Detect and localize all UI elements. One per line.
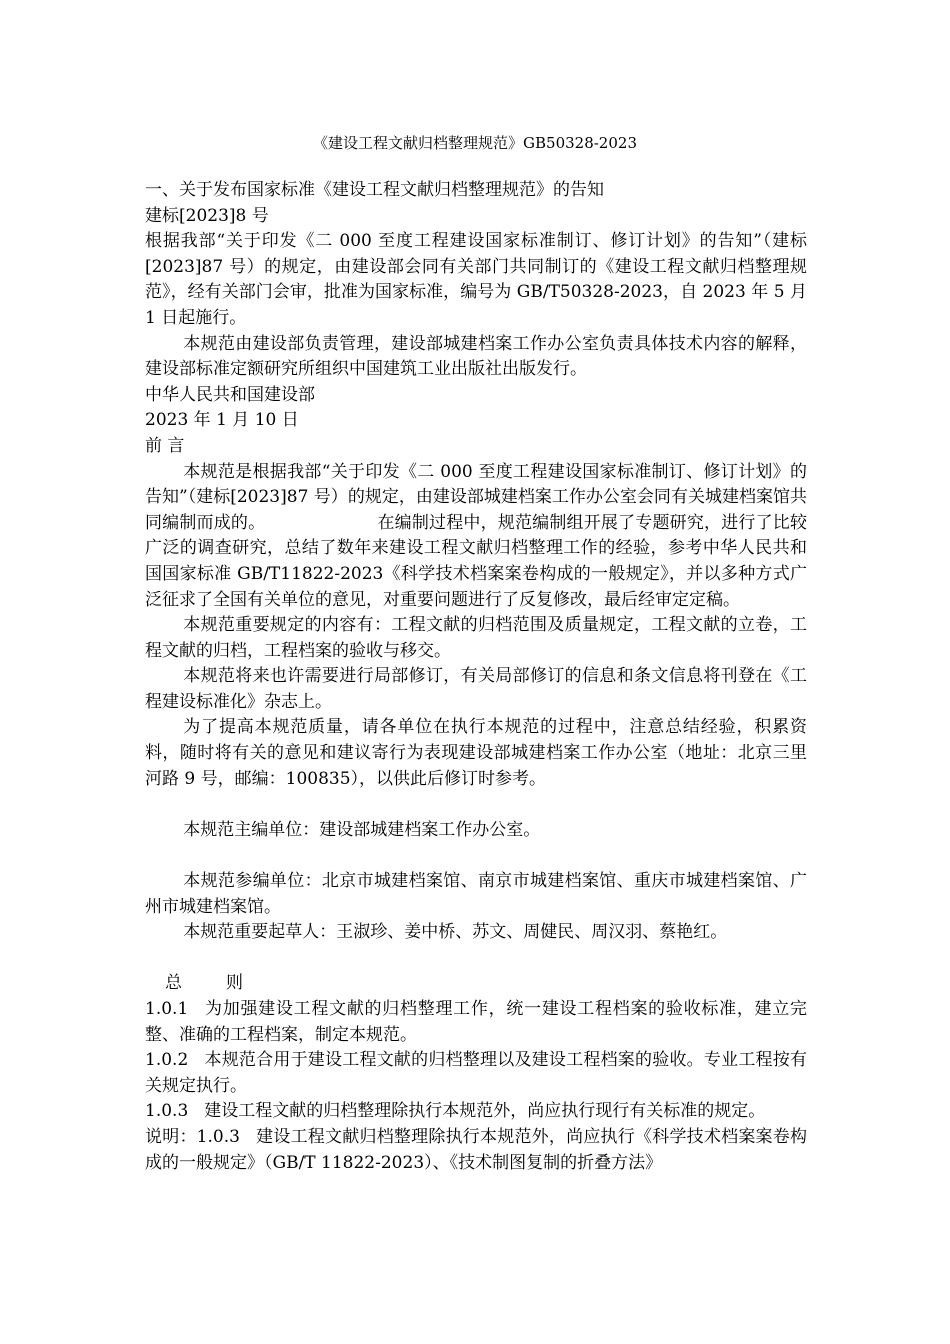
spacer	[145, 843, 807, 869]
clause	[145, 997, 807, 1048]
editor-unit: 本规范主编单位：建设部城建档案工作办公室。	[183, 819, 541, 840]
preface-paragraph: 本规范重要规定的内容有：工程文献的归档范围及质量规定，工程文献的立卷，工程文献的归档，工程档案的验收与移交。	[145, 615, 807, 661]
clause-note	[145, 1125, 807, 1176]
document-title: 《建设工程文献归档整理规范》GB50328-2023	[313, 134, 637, 152]
preface-heading: 前 言	[145, 435, 185, 456]
general-heading: 总 则	[165, 973, 243, 994]
clause	[145, 1099, 807, 1125]
clause-text: 为加强建设工程文献的归档整理工作，统一建设工程档案的验收标准，建立完整、准确的工程档案，制定本规范。	[145, 999, 807, 1045]
preface-paragraph: 本规范将来也许需要进行局部修订，有关局部修订的信息和条文信息将刊登在《工程建设标准化》杂志上。	[145, 666, 807, 712]
note-prefix: 说明：1.0.3	[145, 1126, 240, 1147]
preface-paragraph-part: 本规范是根据我部“关于印发《二 000 至度工程建设国家标准制订、修订计划》的告知”（建标[2023]87 号）的规定，由建设部城建档案工作办公室会同有关城建档案馆共同编制而成的。	[145, 461, 807, 533]
clause-number: 1.0.1	[145, 999, 189, 1019]
clause-number: 1.0.2	[145, 1050, 189, 1071]
clause-number: 1.0.3	[145, 1101, 189, 1122]
spacer	[145, 946, 807, 972]
notice-heading: 一、关于发布国家标准《建设工程文献归档整理规范》的告知	[145, 180, 604, 200]
participant-units: 本规范参编单位：北京市城建档案馆、南京市城建档案馆、重庆市城建档案馆、广州市城建档案馆。	[145, 871, 807, 917]
preface-paragraph: 为了提高本规范质量，请各单位在执行本规范的过程中，注意总结经验，积累资料，随时将有关的意见和建议寄行为表现建设部城建档案工作办公室（地址：北京三里河路 9 号，邮编：100835），以供此后修订时参考。	[145, 717, 807, 789]
clause-text: 建设工程文献的归档整理除执行本规范外，尚应执行现行有关标准的规定。	[204, 1101, 766, 1122]
spacer	[145, 792, 807, 818]
clause	[145, 1048, 807, 1099]
notice-doc-number: 建标[2023]8 号	[145, 205, 269, 226]
document-body	[145, 178, 807, 1176]
notice-date: 2023 年 1 月 10 日	[145, 410, 299, 431]
preface-paragraph	[145, 460, 807, 614]
drafters: 本规范重要起草人：王淑珍、姜中桥、苏文、周健民、周汉羽、蔡艳红。	[183, 922, 728, 943]
note-text: 建设工程文献归档整理除执行本规范外，尚应执行《科学技术档案案卷构成的一般规定》（GB/T 11822-2023）、《技术制图复制的折叠方法》	[145, 1126, 807, 1173]
notice-paragraph: 根据我部“关于印发《二 000 至度工程建设国家标准制订、修订计划》的告知”（建标[2023]87 号）的规定，由建设部会同有关部门共同制订的《建设工程文献归档整理规范》，经有关部门会审，批准为国家标准，编号为 GB/T50328-2023，自 2023 年 5 月 1 日起施行。	[145, 231, 807, 328]
notice-paragraph: 本规范由建设部负责管理，建设部城建档案工作办公室负责具体技术内容的解释，建设部标准定额研究所组织中国建筑工业出版社出版发行。	[145, 333, 807, 380]
clause-text: 本规范合用于建设工程文献的归档整理以及建设工程档案的验收。专业工程按有关规定执行。	[145, 1050, 807, 1096]
preface-paragraph-part: 在编制过程中，规范编制组开展了专题研究，进行了比较广泛的调查研究，总结了数年来建设工程文献归档整理工作的经验，参考中华人民共和国国家标准 GB/T11822-2023《科学技术档案案卷构成的一般规定》，并以多种方式广泛征求了全国有关单位的意见，对重要问题进行了反复修改，最后经审定定稿。	[145, 512, 807, 610]
notice-issuer: 中华人民共和国建设部	[145, 384, 315, 405]
